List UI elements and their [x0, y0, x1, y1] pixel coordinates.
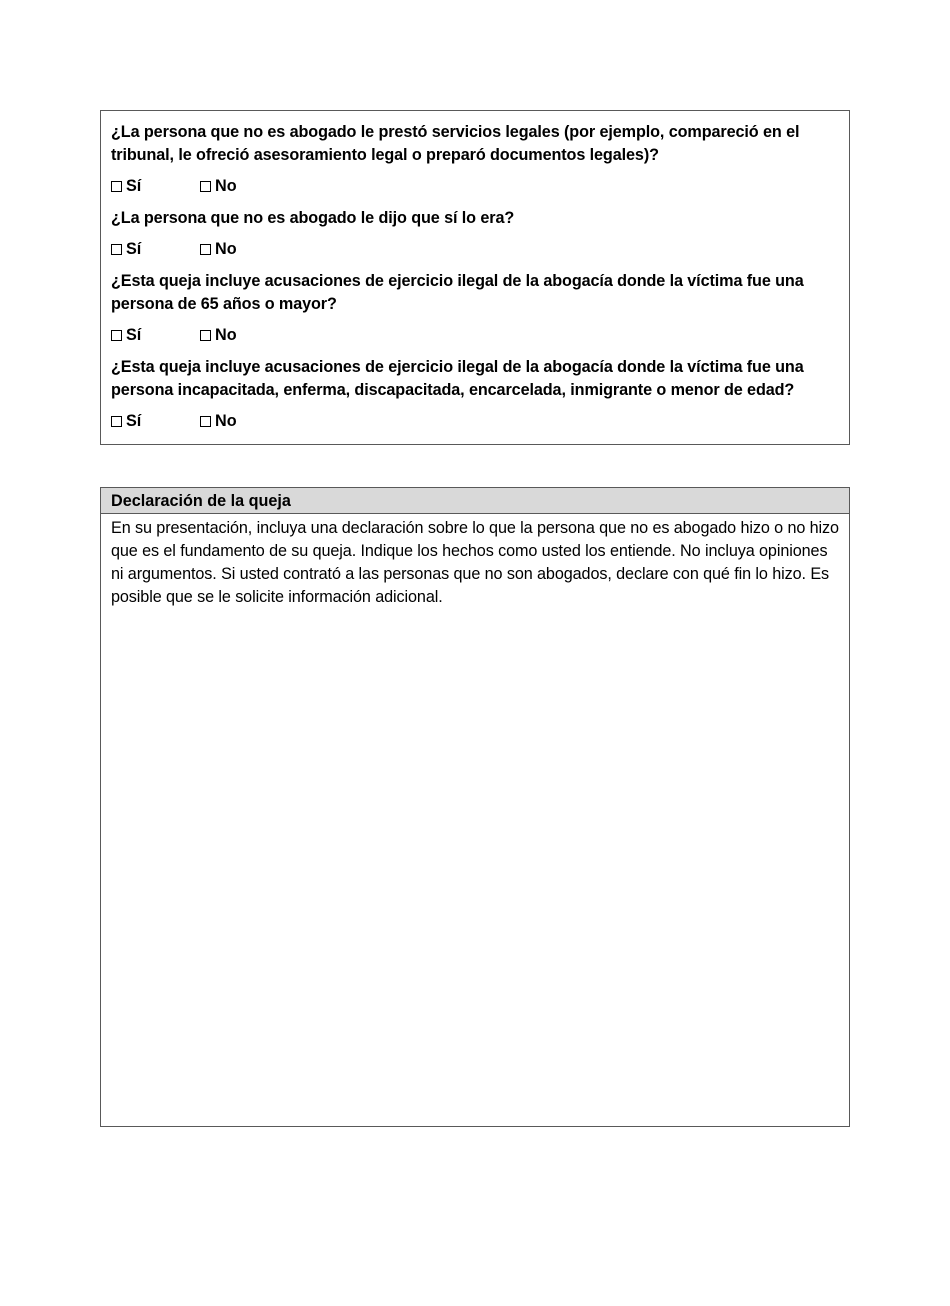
no-label: No	[215, 177, 237, 195]
checkbox-icon[interactable]	[200, 181, 211, 192]
question-2-yes-option[interactable]	[111, 238, 200, 260]
question-2-no-option[interactable]	[200, 238, 237, 260]
question-4-yes-option[interactable]	[111, 410, 200, 432]
checkbox-icon[interactable]	[200, 244, 211, 255]
question-3-yes-option[interactable]	[111, 324, 200, 346]
questions-box	[100, 110, 850, 445]
checkbox-icon[interactable]	[200, 416, 211, 427]
yes-label: Sí	[126, 177, 142, 195]
question-2: ¿La persona que no es abogado le dijo que sí lo era?	[111, 209, 515, 227]
yes-label: Sí	[126, 326, 142, 344]
question-4-options	[111, 410, 839, 432]
yes-label: Sí	[126, 240, 142, 258]
checkbox-icon[interactable]	[111, 181, 122, 192]
declaration-answer-area[interactable]	[111, 613, 839, 1116]
checkbox-icon[interactable]	[111, 330, 122, 341]
no-label: No	[215, 326, 237, 344]
declaration-header: Declaración de la queja	[101, 488, 849, 514]
no-label: No	[215, 412, 237, 430]
question-1: ¿La persona que no es abogado le prestó servicios legales (por ejemplo, compareció en el tribunal, le ofreció asesoramiento legal o preparó documentos legales)?	[111, 123, 800, 164]
checkbox-icon[interactable]	[111, 244, 122, 255]
complaint-declaration-box	[100, 487, 850, 1127]
question-4: ¿Esta queja incluye acusaciones de ejercicio ilegal de la abogacía donde la víctima fue una persona incapacitada, enferma, discapacitada, encarcelada, inmigrante o menor de edad?	[111, 358, 804, 399]
no-label: No	[215, 240, 237, 258]
question-3: ¿Esta queja incluye acusaciones de ejercicio ilegal de la abogacía donde la víctima fue una persona de 65 años o mayor?	[111, 272, 804, 313]
question-1-no-option[interactable]	[200, 175, 237, 197]
yes-label: Sí	[126, 412, 142, 430]
question-3-options	[111, 324, 839, 346]
question-1-yes-option[interactable]	[111, 175, 200, 197]
question-2-options	[111, 238, 839, 260]
question-1-options	[111, 175, 839, 197]
question-4-no-option[interactable]	[200, 410, 237, 432]
declaration-instructions: En su presentación, incluya una declaración sobre lo que la persona que no es abogado hizo o no hizo que es el fundamento de su queja. Indique los hechos como usted los entiende. No incluya opiniones ni argumentos. Si usted contrató a las personas que no son abogados, declare con qué fin lo hizo. Es posible que se le solicite información adicional.	[111, 519, 839, 606]
checkbox-icon[interactable]	[200, 330, 211, 341]
checkbox-icon[interactable]	[111, 416, 122, 427]
question-3-no-option[interactable]	[200, 324, 237, 346]
